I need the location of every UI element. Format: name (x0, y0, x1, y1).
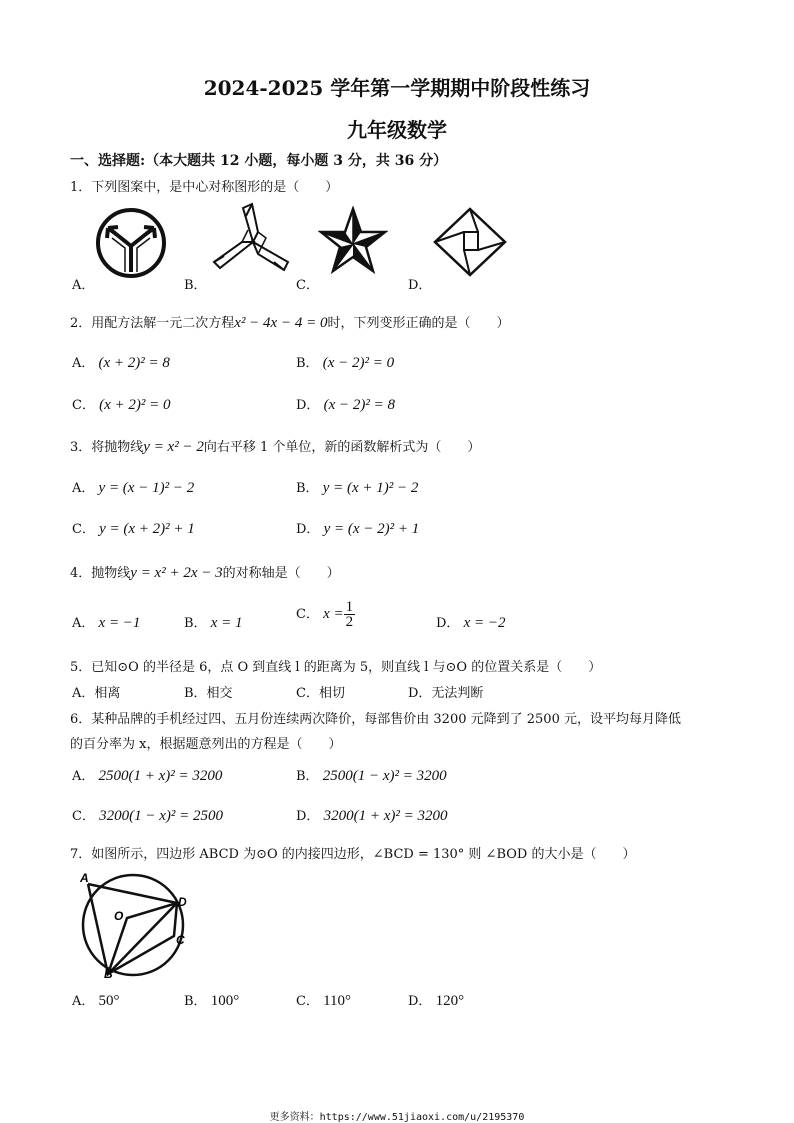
option-expr: x = −2 (463, 615, 506, 631)
page-title: 2024-2025 学年第一学期期中阶段性练习 (203, 76, 591, 100)
q6-option-c[interactable] (72, 805, 223, 825)
q7-option-a[interactable] (72, 990, 120, 1010)
option-expr: y = (x − 1)² − 2 (98, 480, 195, 496)
option-expr: (x − 2)² = 0 (322, 355, 395, 371)
q5-option-d[interactable]: D．无法判断 (408, 686, 484, 701)
q3-option-a[interactable] (72, 477, 194, 497)
q2-stem-pre: 2．用配方法解一元二次方程 (70, 316, 235, 331)
q2-option-a[interactable] (72, 352, 170, 372)
option-label: A． (72, 616, 95, 631)
option-label: B． (184, 994, 207, 1009)
option-label: B． (296, 481, 319, 496)
option-label: A． (72, 994, 95, 1009)
fraction-numerator: 1 (345, 599, 354, 615)
q1-option-c[interactable]: C． (296, 278, 319, 293)
q6-option-a[interactable] (72, 765, 222, 785)
option-expr: y = (x − 2)² + 1 (323, 521, 420, 537)
q5-option-b[interactable]: B．相交 (184, 686, 233, 701)
option-expr: x = −1 (98, 615, 141, 631)
figure-b-pinwheel-icon (208, 202, 298, 282)
q6-option-d[interactable] (296, 805, 447, 825)
option-label: C． (296, 607, 319, 622)
option-label: D． (296, 809, 320, 824)
q7-option-c[interactable] (296, 990, 351, 1010)
figure-a-arrows-circle-icon (94, 206, 168, 280)
q3-option-d[interactable] (296, 518, 419, 538)
question-3-stem (70, 436, 480, 456)
option-expr: y = (x + 2)² + 1 (99, 521, 195, 537)
q4-option-d[interactable] (436, 612, 505, 632)
option-label: A． (72, 769, 95, 784)
option-expr: 3200(1 − x)² = 2500 (99, 808, 223, 824)
option-label: C． (296, 994, 319, 1009)
option-expr: 2500(1 − x)² = 3200 (322, 768, 447, 784)
q2-option-d[interactable] (296, 394, 395, 414)
option-label: C． (72, 398, 95, 413)
q6-option-b[interactable] (296, 765, 447, 785)
option-expr: 120° (435, 993, 465, 1009)
q3-equation: y = x² − 2 (143, 439, 204, 455)
option-expr: (x − 2)² = 8 (323, 397, 395, 413)
option-expr: 3200(1 + x)² = 3200 (323, 808, 448, 824)
page-subtitle: 九年级数学 (347, 118, 447, 142)
q7-option-b[interactable] (184, 990, 239, 1010)
question-6-stem-line1: 6．某种品牌的手机经过四、五月份连续两次降价，每部售价由 3200 元降到了 2500 元，设平均每月降低 (70, 712, 681, 727)
option-expr: 50° (98, 993, 120, 1009)
figure-inscribed-quadrilateral (70, 868, 200, 980)
q5-option-c[interactable]: C．相切 (296, 686, 345, 701)
fraction (344, 600, 356, 629)
fraction-denominator: 2 (345, 614, 354, 630)
question-5-stem: 5．已知⊙O 的半径是 6，点 O 到直线 l 的距离为 5，则直线 l 与⊙O 的位置关系是（ ） (70, 660, 602, 675)
option-label: D． (296, 398, 320, 413)
option-expr-pre: x = (323, 606, 344, 622)
q4-stem-post: 的对称轴是（ ） (222, 566, 340, 581)
q2-option-b[interactable] (296, 352, 394, 372)
q4-option-b[interactable] (184, 612, 242, 632)
option-expr: 110° (323, 993, 352, 1009)
question-2-stem (70, 312, 509, 332)
option-expr: x = 1 (210, 615, 243, 631)
option-label: C． (72, 809, 95, 824)
option-expr: (x + 2)² = 0 (99, 397, 171, 413)
option-label: D． (436, 616, 460, 631)
q3-stem-pre: 3．将抛物线 (70, 440, 144, 455)
figure-d-diamond-icon (432, 206, 508, 278)
q5-option-a[interactable]: A．相离 (72, 686, 121, 701)
question-7-stem: 7．如图所示，四边形 ABCD 为⊙O 的内接四边形，∠BCD = 130° 则 ∠BOD 的大小是（ ） (70, 847, 636, 862)
q4-equation: y = x² + 2x − 3 (130, 565, 223, 581)
label-a: A (80, 871, 89, 885)
option-label: B． (184, 616, 207, 631)
q2-option-c[interactable] (72, 394, 170, 414)
question-6-stem-line2: 的百分率为 x，根据题意列出的方程是（ ） (70, 737, 342, 752)
question-1-stem: 1．下列图案中，是中心对称图形的是（ ） (70, 180, 339, 195)
label-c: C (176, 933, 185, 947)
option-label: C． (72, 522, 95, 537)
q4-option-c[interactable] (296, 600, 355, 629)
option-expr: 2500(1 + x)² = 3200 (98, 768, 223, 784)
q1-option-a[interactable]: A． (72, 278, 95, 293)
q4-option-a[interactable] (72, 612, 140, 632)
option-label: B． (296, 356, 319, 371)
label-o: O (114, 909, 124, 923)
option-expr: y = (x + 1)² − 2 (322, 480, 419, 496)
option-label: A． (72, 356, 95, 371)
q3-stem-post: 向右平移 1 个单位，新的函数解析式为（ ） (203, 440, 481, 455)
question-4-stem (70, 562, 340, 582)
q1-option-b[interactable]: B． (184, 278, 207, 293)
q1-option-d[interactable]: D． (408, 278, 432, 293)
option-label: A． (72, 481, 95, 496)
section-heading: 一、选择题:（本大题共 12 小题，每小题 3 分，共 36 分） (70, 153, 448, 169)
q3-option-b[interactable] (296, 477, 418, 497)
q3-option-c[interactable] (72, 518, 195, 538)
q2-equation: x² − 4x − 4 = 0 (234, 315, 328, 331)
figure-c-star-icon (318, 206, 388, 276)
option-expr: 100° (210, 993, 240, 1009)
label-d: D (178, 895, 187, 909)
label-b: B (104, 967, 113, 980)
option-label: D． (408, 994, 432, 1009)
footer-link[interactable]: 更多资料：https://www.51jiaoxi.com/u/2195370 (269, 1112, 525, 1123)
q7-option-d[interactable] (408, 990, 464, 1010)
q4-stem-pre: 4．抛物线 (70, 566, 131, 581)
option-expr: (x + 2)² = 8 (98, 355, 170, 371)
q2-stem-post: 时，下列变形正确的是（ ） (327, 316, 510, 331)
option-label: D． (296, 522, 320, 537)
option-label: B． (296, 769, 319, 784)
